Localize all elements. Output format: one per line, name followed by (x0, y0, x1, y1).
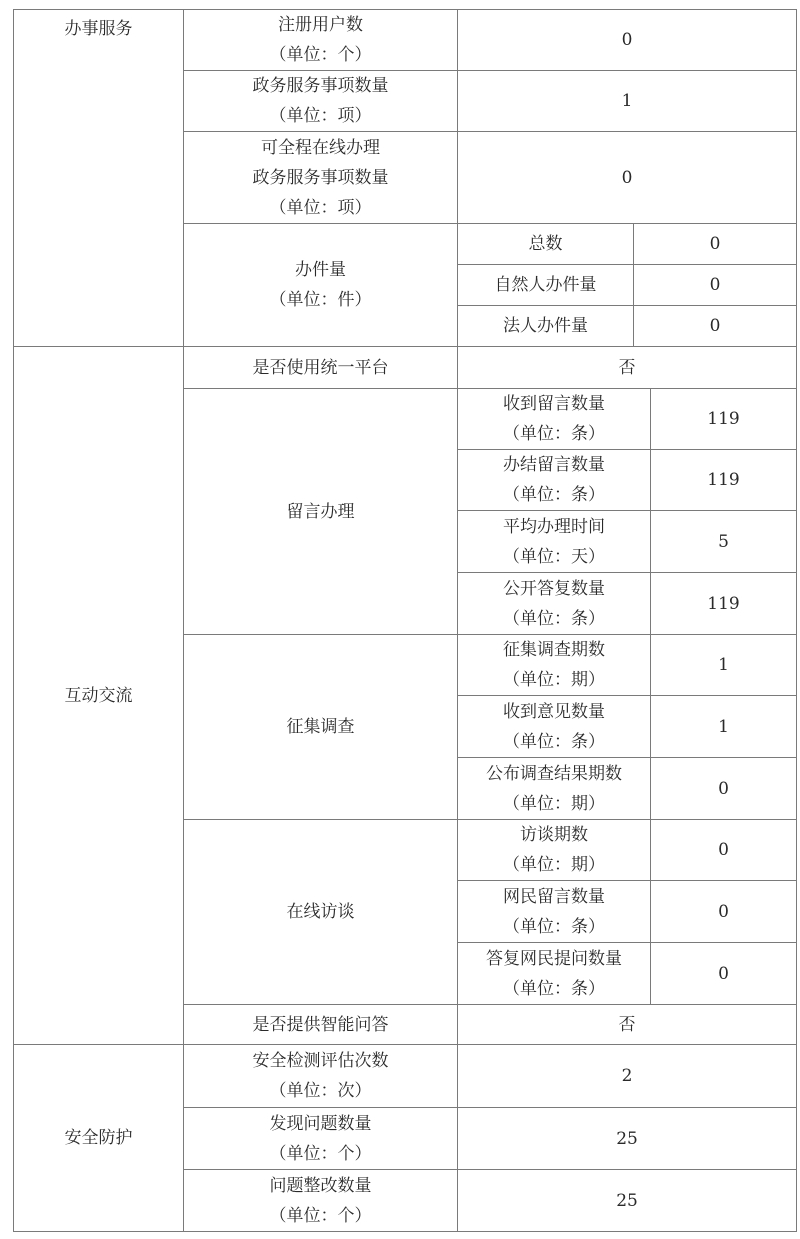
label-line: （单位：个） (269, 1205, 372, 1226)
table-row (14, 10, 797, 71)
row-label (184, 10, 458, 71)
sub-label (458, 696, 651, 758)
label-line: （单位：次） (269, 1081, 372, 1101)
label-line: （单位：天） (503, 546, 605, 567)
label-line: 可全程在线办理 (261, 137, 380, 158)
row-label (184, 1170, 458, 1232)
label-line: 政务服务事项数量 (252, 76, 389, 96)
row-label: 在线访谈 (184, 820, 458, 1005)
label-line: 收到意见数量 (503, 701, 605, 722)
label-line: 平均办理时间 (503, 516, 605, 537)
table-row (14, 1045, 797, 1108)
label-line: 公布调查结果期数 (486, 763, 622, 784)
sub-label (458, 758, 651, 820)
row-value: 否 (458, 1005, 797, 1045)
label-line: 答复网民提问数量 (486, 948, 622, 969)
sub-value: 0 (651, 881, 797, 943)
sub-value: 0 (634, 224, 797, 265)
row-label (184, 132, 458, 224)
label-line: （单位：条） (503, 731, 605, 752)
sub-label (458, 573, 651, 635)
label-line: （单位：项） (269, 197, 372, 218)
sub-label: 法人办件量 (458, 306, 634, 347)
sub-label: 自然人办件量 (458, 265, 634, 306)
label-line: 征集调查期数 (503, 640, 605, 660)
row-label (184, 71, 458, 132)
row-value: 2 (458, 1045, 797, 1108)
label-line: 网民留言数量 (503, 886, 605, 907)
row-value: 1 (458, 71, 797, 132)
section-label: 互动交流 (14, 347, 184, 1045)
row-value: 25 (458, 1170, 797, 1232)
row-label: 是否提供智能问答 (184, 1005, 458, 1045)
label-line: （单位：条） (503, 608, 605, 629)
label-line: （单位：条） (503, 978, 605, 999)
sub-label (458, 943, 651, 1005)
sub-value: 0 (651, 758, 797, 820)
label-line: （单位：件） (269, 290, 372, 310)
sub-value: 1 (651, 696, 797, 758)
label-line: 办件量 (295, 260, 346, 280)
label-line: （单位：期） (503, 793, 605, 814)
label-line: （单位：条） (503, 916, 605, 937)
label-line: （单位：个） (269, 1143, 372, 1164)
sub-value: 119 (651, 573, 797, 635)
sub-value: 0 (634, 265, 797, 306)
label-line: 政务服务事项数量 (252, 167, 389, 188)
sub-label (458, 450, 651, 511)
sub-value: 5 (651, 511, 797, 573)
row-value: 25 (458, 1108, 797, 1170)
sub-label (458, 820, 651, 881)
label-line: （单位：期） (503, 670, 605, 690)
sub-value: 119 (651, 450, 797, 511)
label-line: （单位：个） (269, 45, 372, 65)
statistics-table (13, 9, 797, 1232)
label-line: 问题整改数量 (269, 1175, 372, 1196)
label-line: 访谈期数 (520, 825, 588, 845)
row-value: 0 (458, 132, 797, 224)
row-label (184, 1108, 458, 1170)
row-label: 征集调查 (184, 635, 458, 820)
label-line: 注册用户数 (278, 15, 363, 35)
sub-value: 0 (634, 306, 797, 347)
label-line: 发现问题数量 (269, 1113, 372, 1134)
label-line: 收到留言数量 (503, 394, 605, 414)
sub-label (458, 881, 651, 943)
sub-value: 119 (651, 389, 797, 450)
section-label: 办事服务 (14, 10, 184, 347)
sub-label: 总数 (458, 224, 634, 265)
sub-value: 0 (651, 820, 797, 881)
sub-value: 0 (651, 943, 797, 1005)
row-value: 0 (458, 10, 797, 71)
sub-label (458, 389, 651, 450)
label-line: （单位：项） (269, 106, 372, 126)
row-label: 留言办理 (184, 389, 458, 635)
section-label: 安全防护 (14, 1045, 184, 1232)
label-line: （单位：期） (503, 855, 605, 875)
row-label (184, 224, 458, 347)
label-line: 公开答复数量 (503, 578, 605, 599)
row-value: 否 (458, 347, 797, 389)
row-label: 是否使用统一平台 (184, 347, 458, 389)
sub-value: 1 (651, 635, 797, 696)
sub-label (458, 511, 651, 573)
row-label (184, 1045, 458, 1108)
label-line: 办结留言数量 (503, 455, 605, 475)
label-line: （单位：条） (503, 485, 605, 505)
sub-label (458, 635, 651, 696)
label-line: 安全检测评估次数 (252, 1051, 389, 1071)
table-row (14, 347, 797, 389)
label-line: （单位：条） (503, 424, 605, 444)
